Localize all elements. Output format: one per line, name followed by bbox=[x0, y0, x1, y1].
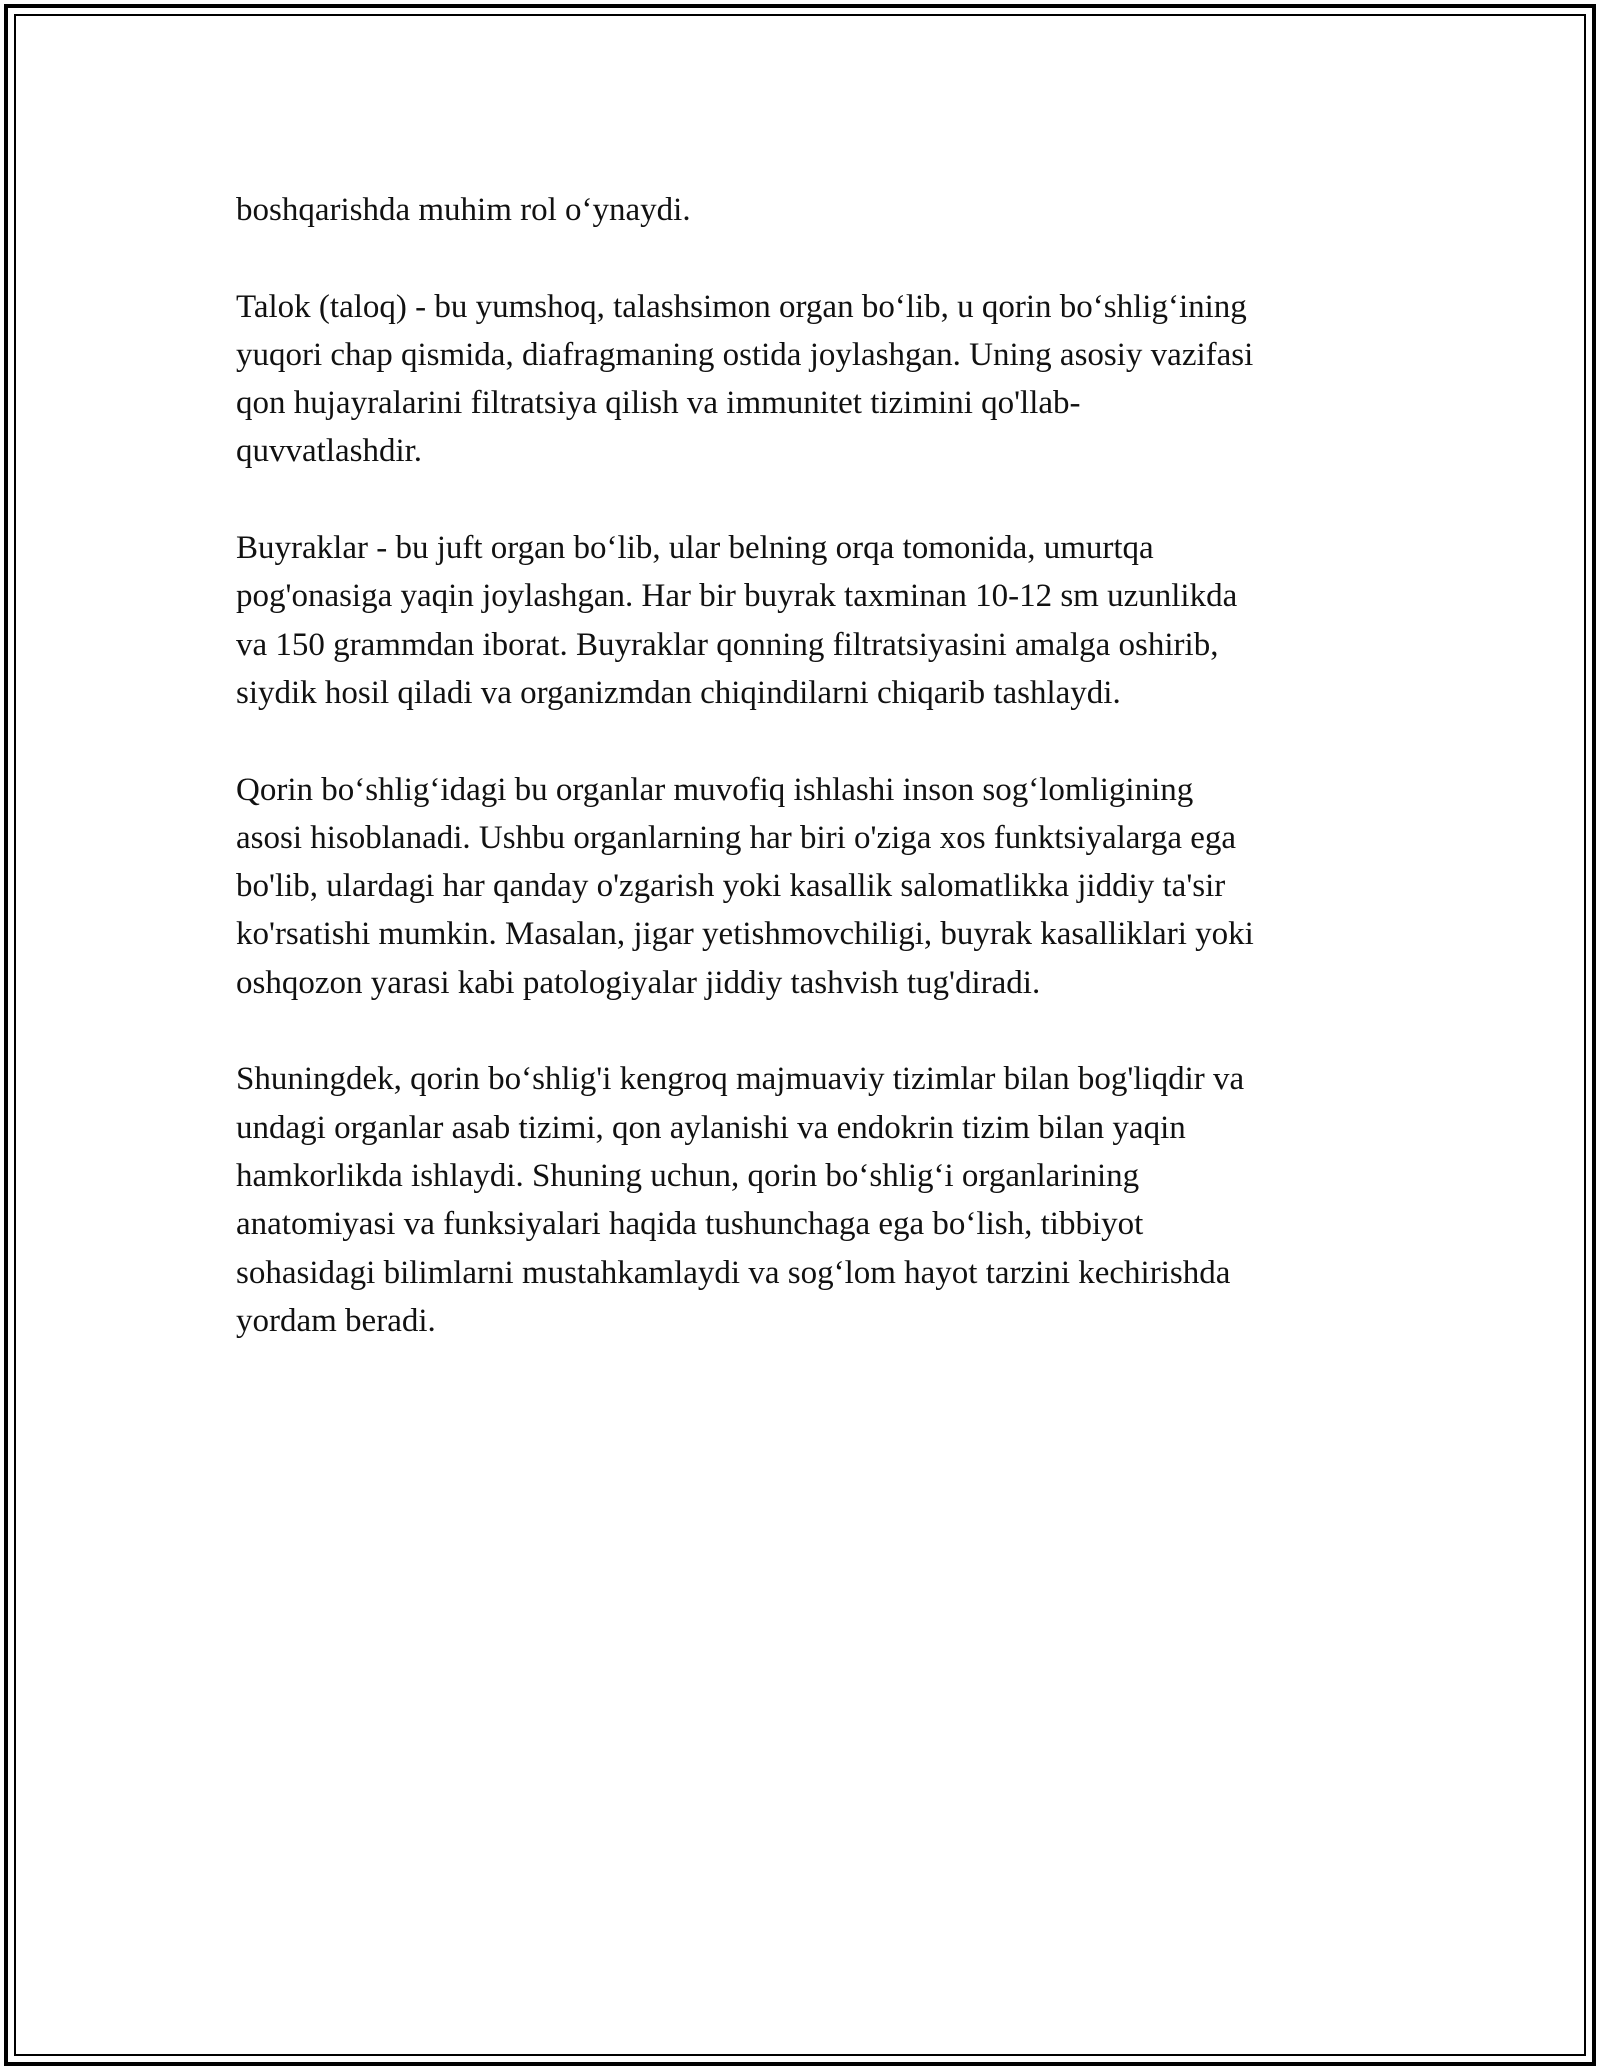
text-line: ko'rsatishi mumkin. Masalan, jigar yetishmovchiligi, buyrak kasalliklari yoki bbox=[236, 916, 1254, 953]
text-line: siydik hosil qiladi va organizmdan chiqindilarni chiqarib tashlaydi. bbox=[236, 674, 1121, 711]
text-line: yuqori chap qismida, diafragmaning ostida joylashgan. Uning asosiy vazifasi bbox=[236, 336, 1254, 373]
text-line: asosi hisoblanadi. Ushbu organlarning har biri o'ziga xos funktsiyalarga ega bbox=[236, 819, 1237, 856]
text-line: quvvatlashdir. bbox=[236, 433, 423, 470]
text-line: qon hujayralarini filtratsiya qilish va immunitet tizimini qo'llab- bbox=[236, 385, 1081, 422]
text-line: undagi organlar asab tizimi, qon aylanishi va endokrin tizim bilan yaqin bbox=[236, 1109, 1186, 1146]
text-line: sohasidagi bilimlarni mustahkamlaydi va sog‘lom hayot tarzini kechirishda bbox=[236, 1254, 1231, 1291]
text-line: Qorin bo‘shlig‘idagi bu organlar muvofiq ishlashi inson sog‘lomligining bbox=[236, 771, 1194, 808]
text-line: bo'lib, ulardagi har qanday o'zgarish yoki kasallik salomatlikka jiddiy ta'sir bbox=[236, 868, 1226, 905]
text-line: boshqarishda muhim rol o‘ynaydi. bbox=[236, 192, 691, 228]
paragraph-2 bbox=[236, 283, 1376, 476]
paragraph-5 bbox=[236, 1055, 1376, 1345]
text-line: Buyraklar - bu juft organ bo‘lib, ular belning orqa tomonida, umurtqa bbox=[236, 530, 1154, 567]
text-line: Shuningdek, qorin bo‘shlig'i kengroq majmuaviy tizimlar bilan bog'liqdir va bbox=[236, 1061, 1245, 1098]
text-line: va 150 grammdan iborat. Buyraklar qonning filtratsiyasini amalga oshirib, bbox=[236, 626, 1219, 663]
text-line: Talok (taloq) - bu yumshoq, talashsimon organ bo‘lib, u qorin bo‘shlig‘ining bbox=[236, 288, 1247, 325]
text-line: hamkorlikda ishlaydi. Shuning uchun, qorin bo‘shlig‘i organlarining bbox=[236, 1157, 1140, 1194]
paragraph-3 bbox=[236, 524, 1376, 717]
text-line: yordam beradi. bbox=[236, 1302, 436, 1339]
text-line: anatomiyasi va funksiyalari haqida tushunchaga ega bo‘lish, tibbiyot bbox=[236, 1206, 1144, 1243]
document-body bbox=[236, 186, 1376, 1393]
paragraph-4 bbox=[236, 766, 1376, 1007]
paragraph-1 bbox=[236, 186, 1376, 234]
text-line: oshqozon yarasi kabi patologiyalar jiddiy tashvish tug'diradi. bbox=[236, 964, 1041, 1001]
text-line: pog'onasiga yaqin joylashgan. Har bir buyrak taxminan 10-12 sm uzunlikda bbox=[236, 578, 1238, 615]
